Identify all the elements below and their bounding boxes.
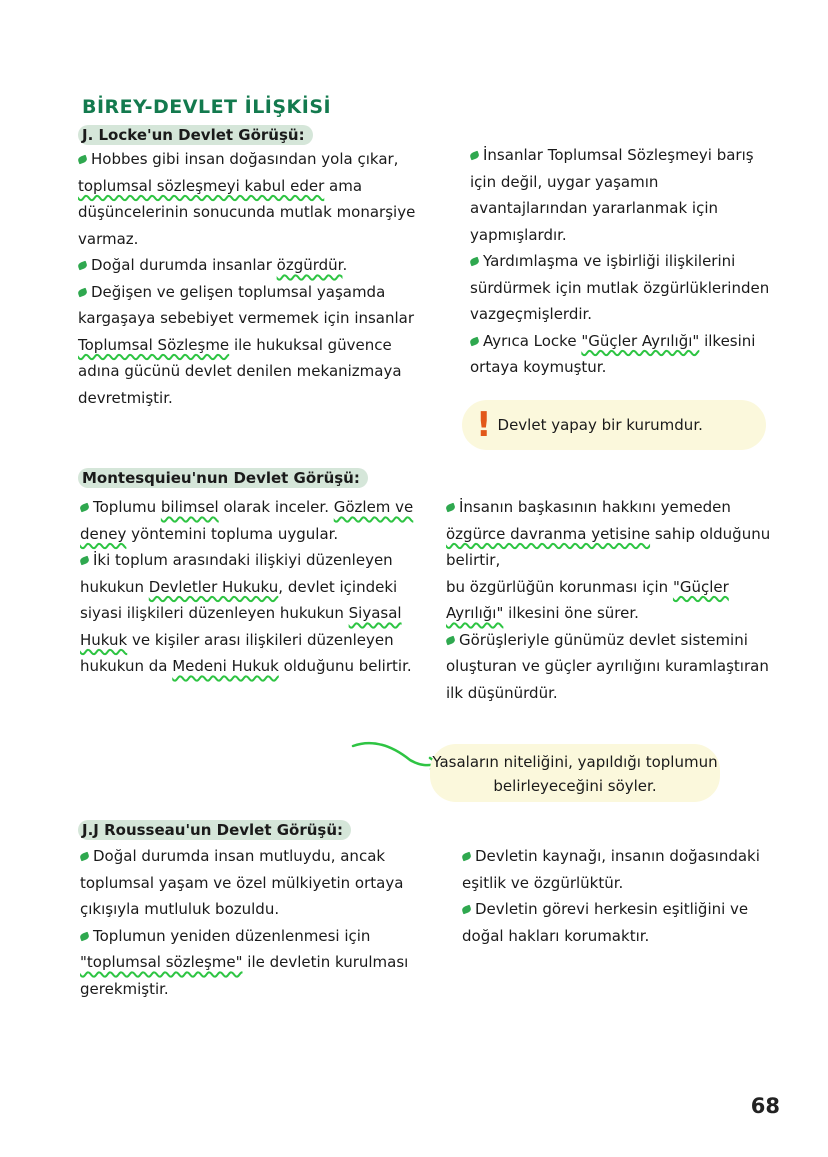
list-item: Doğal durumda insanlar özgürdür. xyxy=(78,252,428,279)
leaf-bullet-icon xyxy=(469,151,480,161)
leaf-bullet-icon xyxy=(77,287,88,297)
list-item: Ayrıca Locke "Güçler Ayrılığı" ilkesini ortaya koymuştur. xyxy=(470,331,756,376)
leaf-bullet-icon xyxy=(79,556,90,566)
montesquieu-note: Yasaların niteliğini, yapıldığı toplumun belirleyeceğini söyler. xyxy=(430,744,720,802)
leaf-bullet-icon xyxy=(79,931,90,941)
montesquieu-right-column xyxy=(446,494,776,706)
montesquieu-heading: Montesquieu'nun Devlet Görüşü: xyxy=(78,468,368,488)
locke-note: ! Devlet yapay bir kurumdur. xyxy=(462,400,766,450)
page-number: 68 xyxy=(750,1094,780,1118)
list-item: İnsanın başkasının hakkını yemeden özgürce davranma yetisine sahip olduğunu belirtir, xyxy=(446,498,771,569)
leaf-bullet-icon xyxy=(77,261,88,271)
leaf-bullet-icon xyxy=(469,257,480,267)
list-item: Toplumu bilimsel olarak inceler. Gözlem ve deney yöntemini topluma uygular. xyxy=(80,498,414,543)
locke-heading: J. Locke'un Devlet Görüşü: xyxy=(78,125,313,145)
montesquieu-left-column xyxy=(80,494,435,680)
leaf-bullet-icon xyxy=(445,635,456,645)
leaf-bullet-icon xyxy=(77,155,88,165)
list-item: Değişen ve gelişen toplumsal yaşamda kargaşaya sebebiyet vermemek için insanlar Toplumsal Sözleşme ile hukuksal güvence adına gücünü devlet denilen mekanizmaya devretmiştir. xyxy=(78,282,415,407)
rousseau-heading: J.J Rousseau'un Devlet Görüşü: xyxy=(78,820,351,840)
leaf-bullet-icon xyxy=(461,852,472,862)
leaf-bullet-icon xyxy=(461,905,472,915)
list-item: bu özgürlüğün korunması için "Güçler Ayrılığı" ilkesini öne sürer. xyxy=(446,577,729,622)
leaf-bullet-icon xyxy=(445,503,456,513)
locke-right-column xyxy=(470,142,780,381)
list-item: Doğal durumda insan mutluydu, ancak toplumsal yaşam ve özel mülkiyetin ortaya çıkışıyla mutluluk bozuldu. xyxy=(80,847,404,918)
rousseau-left-column xyxy=(80,843,435,1002)
list-item: Görüşleriyle günümüz devlet sistemini oluşturan ve güçler ayrılığını kuramlaştıran ilk düşünürdür. xyxy=(446,630,769,702)
rousseau-right-column xyxy=(462,843,782,949)
list-item: Devletin kaynağı, insanın doğasındaki eşitlik ve özgürlüktür. xyxy=(462,847,760,892)
leaf-bullet-icon xyxy=(469,336,480,346)
leaf-bullet-icon xyxy=(79,503,90,513)
list-item: Toplumun yeniden düzenlenmesi için "toplumsal sözleşme" ile devletin kurulması gerekmiştir. xyxy=(80,926,409,998)
list-item: İnsanlar Toplumsal Sözleşmeyi barış için değil, uygar yaşamın avantajlarından yararlanmak için yapmışlardır. xyxy=(470,146,754,244)
list-item: İki toplum arasındaki ilişkiyi düzenleyen hukukun Devletler Hukuku, devlet içindeki siyasi ilişkileri düzenleyen hukukun Siyasal Hukuk ve kişiler arası ilişkileri düzenleyen hukukun da Medeni Hukuk olduğunu belirtir. xyxy=(80,551,412,675)
page-title: BİREY-DEVLET İLİŞKİSİ xyxy=(82,96,332,118)
list-item: Hobbes gibi insan doğasından yola çıkar, toplumsal sözleşmeyi kabul eder ama düşüncelerinin sonucunda mutlak monarşiye varmaz. xyxy=(78,150,416,248)
list-item: Devletin görevi herkesin eşitliğini ve doğal hakları korumaktır. xyxy=(462,900,749,945)
exclamation-icon: ! xyxy=(476,405,492,445)
list-item: Yardımlaşma ve işbirliği ilişkilerini sürdürmek için mutlak özgürlüklerinden vazgeçmişlerdir. xyxy=(470,252,770,323)
locke-left-column xyxy=(78,146,428,411)
leaf-bullet-icon xyxy=(79,852,90,862)
